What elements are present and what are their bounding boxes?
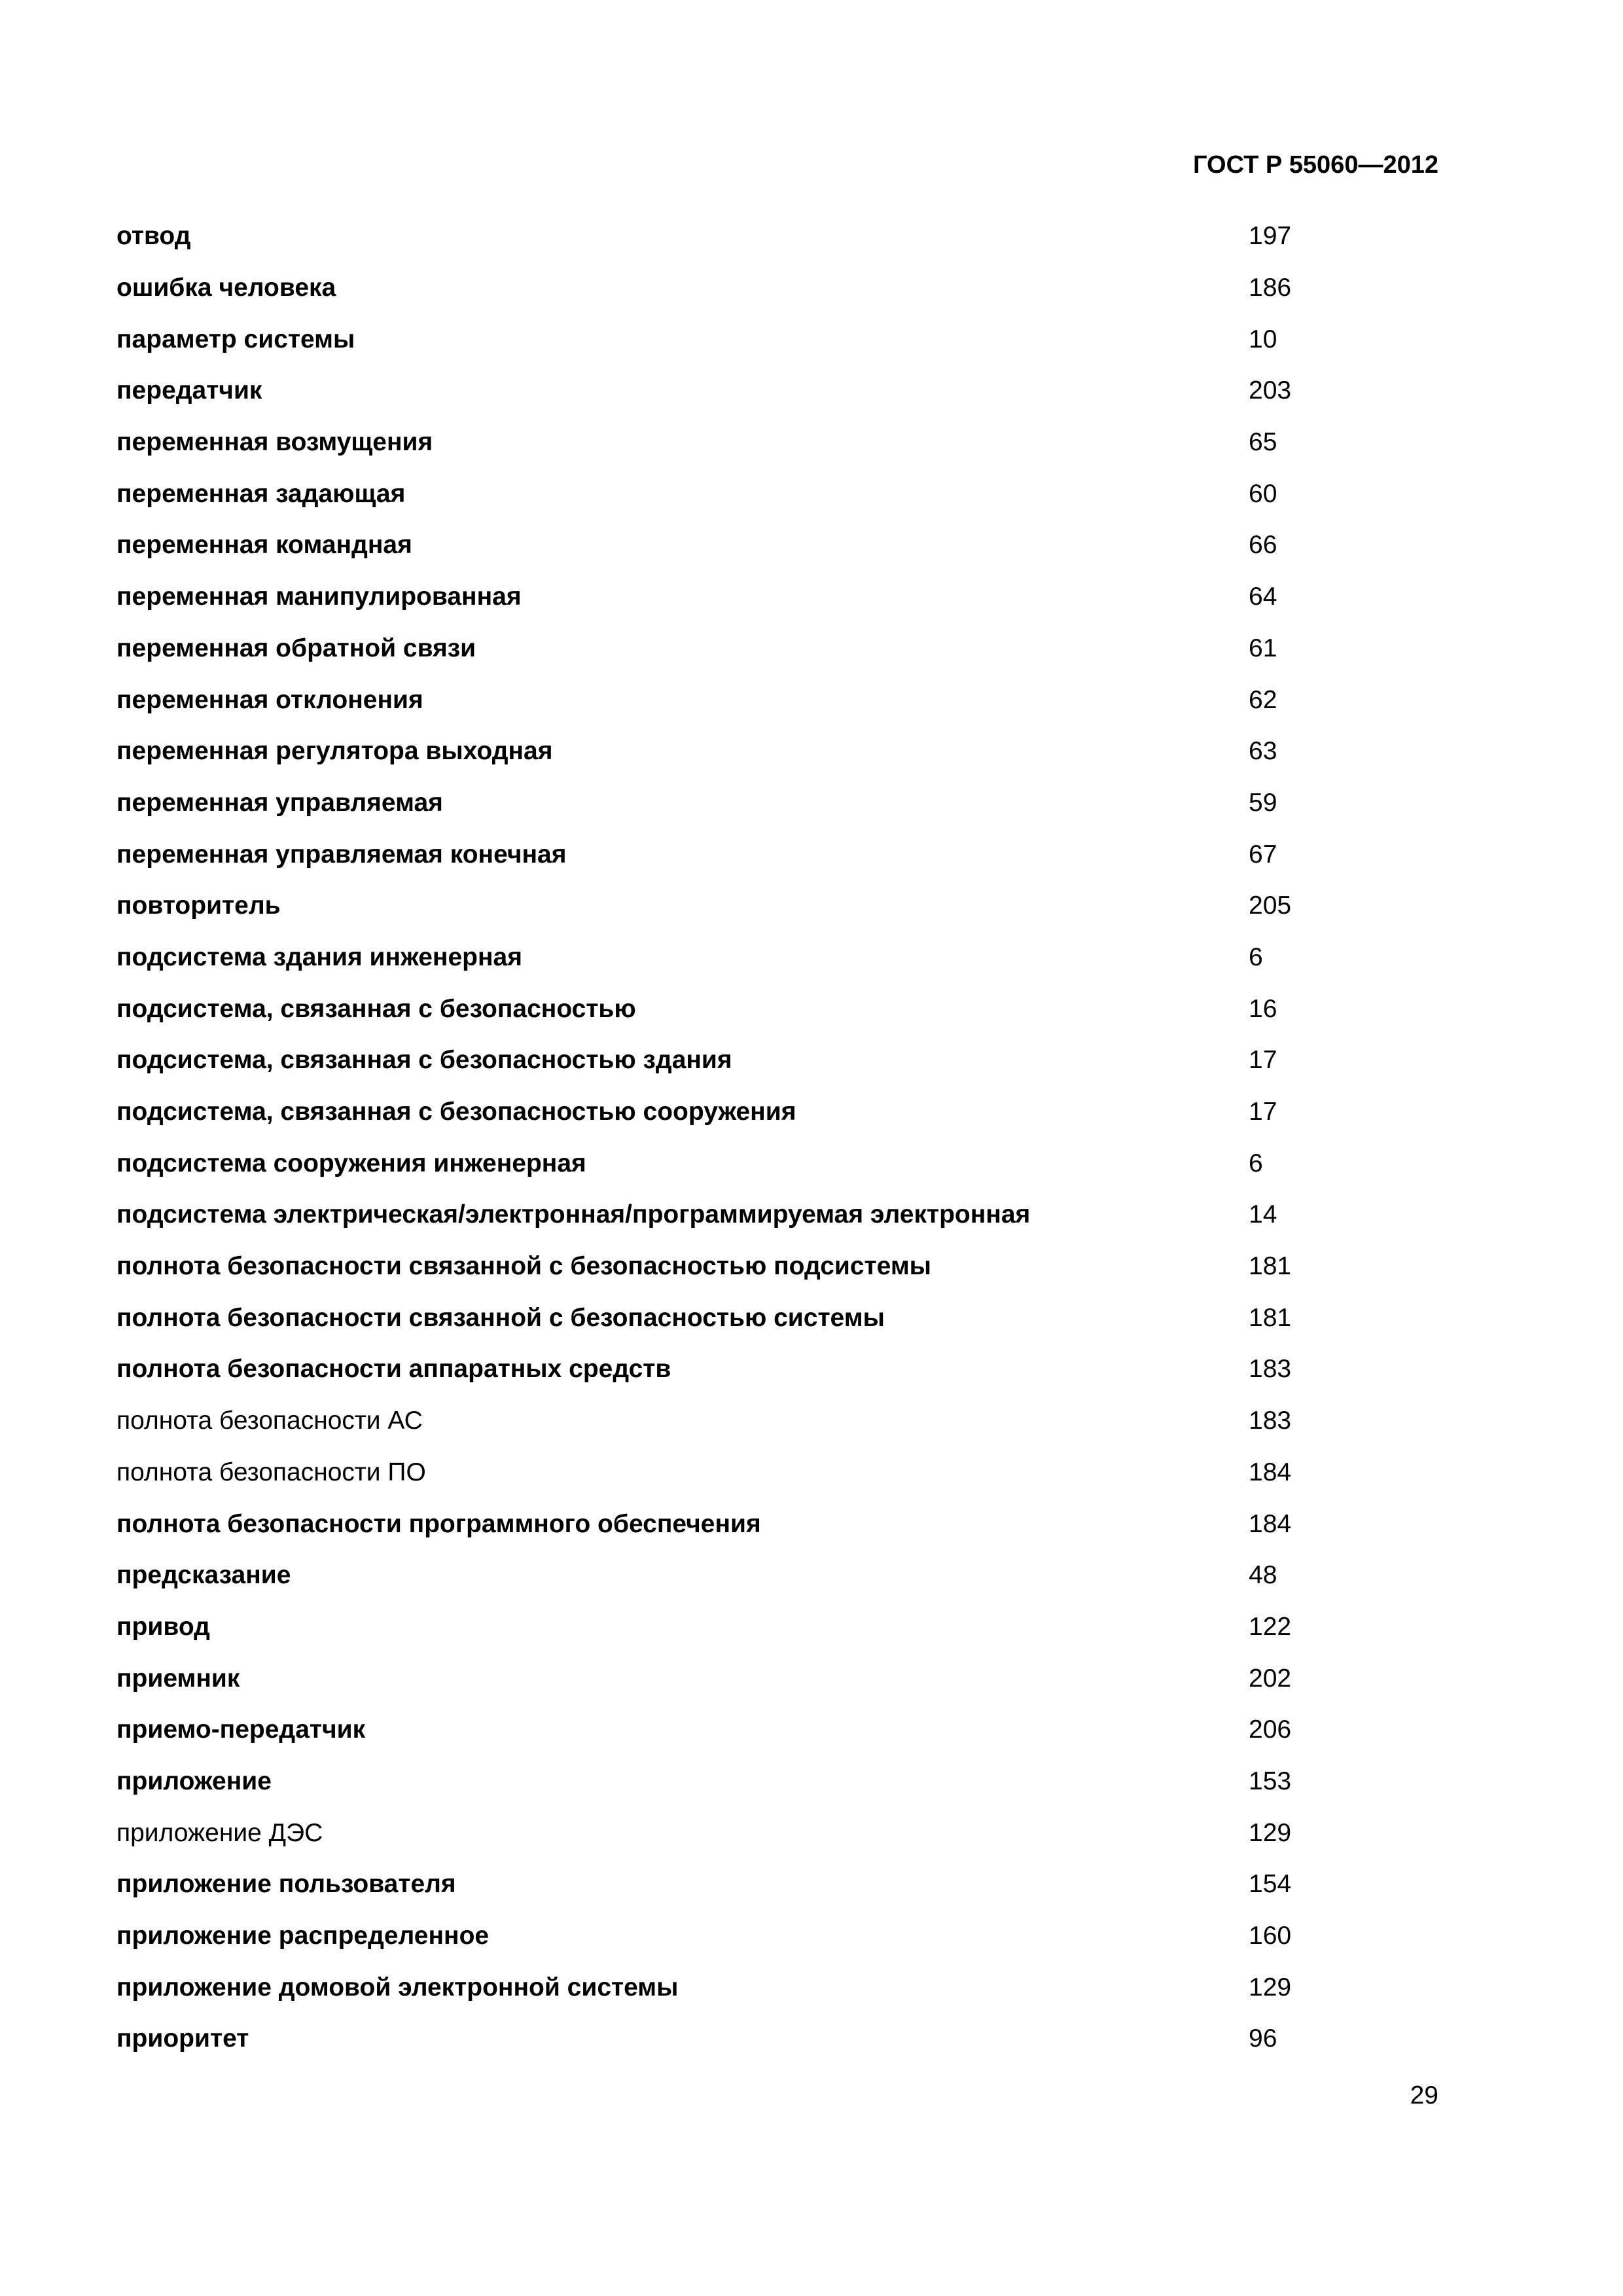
index-term: подсистема здания инженерная xyxy=(116,942,522,971)
index-term-number: 160 xyxy=(1249,1922,1292,1950)
index-term-number: 154 xyxy=(1249,1870,1292,1899)
index-entry xyxy=(116,417,1438,469)
index-term: подсистема электрическая/электронная/программируемая электронная xyxy=(116,1200,1031,1229)
index-term: переменная возмущения xyxy=(116,428,433,457)
index-term-number: 65 xyxy=(1249,428,1277,457)
index-term: подсистема, связанная с безопасностью сооружения xyxy=(116,1098,796,1126)
index-entry xyxy=(116,726,1438,778)
index-entry xyxy=(116,468,1438,520)
index-term: приложение пользователя xyxy=(116,1870,456,1899)
index-term: привод xyxy=(116,1612,210,1641)
index-entry xyxy=(116,1498,1438,1550)
index-entry xyxy=(116,1859,1438,1910)
index-entry xyxy=(116,1241,1438,1293)
index-term-number: 203 xyxy=(1249,376,1292,405)
index-term-number: 181 xyxy=(1249,1303,1292,1332)
index-entry xyxy=(116,1447,1438,1499)
index-term: переменная управляемая xyxy=(116,788,443,817)
index-term: повторитель xyxy=(116,891,281,920)
index-term-number: 186 xyxy=(1249,274,1292,302)
index-term-number: 122 xyxy=(1249,1612,1292,1641)
index-term: полнота безопасности аппаратных средств xyxy=(116,1355,671,1384)
index-entry xyxy=(116,1344,1438,1395)
index-entry xyxy=(116,1189,1438,1241)
index-term-number: 59 xyxy=(1249,788,1277,817)
index-term: переменная командная xyxy=(116,531,412,560)
index-term: полнота безопасности АС xyxy=(116,1407,423,1435)
index-term-number: 206 xyxy=(1249,1715,1292,1744)
index-entry xyxy=(116,778,1438,829)
index-term: приемо-передатчик xyxy=(116,1715,366,1744)
index-entry xyxy=(116,623,1438,675)
index-entry xyxy=(116,1704,1438,1756)
index-term-number: 17 xyxy=(1249,1098,1277,1126)
index-term-number: 205 xyxy=(1249,891,1292,920)
index-term-number: 14 xyxy=(1249,1200,1277,1229)
index-term: переменная задающая xyxy=(116,479,406,508)
index-term-number: 153 xyxy=(1249,1767,1292,1795)
index-term-number: 197 xyxy=(1249,222,1292,251)
index-term: полнота безопасности связанной с безопасностью подсистемы xyxy=(116,1252,931,1281)
index-entry xyxy=(116,1653,1438,1704)
index-entry xyxy=(116,1292,1438,1344)
index-term-number: 183 xyxy=(1249,1407,1292,1435)
index-entry xyxy=(116,1035,1438,1086)
index-term: переменная манипулированная xyxy=(116,583,522,611)
index-entry xyxy=(116,1756,1438,1808)
index-entry xyxy=(116,1138,1438,1189)
index-term-number: 16 xyxy=(1249,994,1277,1023)
index-entry xyxy=(116,1395,1438,1447)
index-entry xyxy=(116,2013,1438,2065)
index-term-number: 129 xyxy=(1249,1818,1292,1847)
index-term-number: 60 xyxy=(1249,479,1277,508)
index-term: приложение ДЭС xyxy=(116,1818,323,1847)
term-index-list xyxy=(116,211,1438,2065)
index-entry xyxy=(116,571,1438,623)
index-term: переменная управляемая конечная xyxy=(116,840,567,869)
index-entry xyxy=(116,1807,1438,1859)
index-term: приоритет xyxy=(116,2024,249,2053)
index-entry xyxy=(116,674,1438,726)
index-term-number: 184 xyxy=(1249,1509,1292,1538)
document-header: ГОСТ Р 55060—2012 xyxy=(1193,151,1438,179)
index-term: передатчик xyxy=(116,376,262,405)
index-entry xyxy=(116,520,1438,571)
index-term-number: 67 xyxy=(1249,840,1277,869)
index-term: приложение xyxy=(116,1767,272,1795)
index-term-number: 66 xyxy=(1249,531,1277,560)
index-entry xyxy=(116,1550,1438,1602)
index-term: предсказание xyxy=(116,1561,291,1590)
index-entry xyxy=(116,1602,1438,1653)
index-entry xyxy=(116,1962,1438,2013)
index-entry xyxy=(116,829,1438,880)
index-term: переменная отклонения xyxy=(116,685,423,714)
index-entry xyxy=(116,1086,1438,1138)
index-term-number: 202 xyxy=(1249,1664,1292,1693)
index-term: подсистема сооружения инженерная xyxy=(116,1149,586,1177)
index-entry xyxy=(116,880,1438,932)
index-term: подсистема, связанная с безопасностью здания xyxy=(116,1046,732,1075)
index-term-number: 63 xyxy=(1249,737,1277,766)
index-term: переменная обратной связи xyxy=(116,634,476,662)
index-term-number: 61 xyxy=(1249,634,1277,662)
index-term-number: 17 xyxy=(1249,1046,1277,1075)
index-term-number: 6 xyxy=(1249,942,1263,971)
index-term: полнота безопасности ПО xyxy=(116,1458,426,1486)
index-term: параметр системы xyxy=(116,325,355,353)
index-term-number: 184 xyxy=(1249,1458,1292,1486)
index-term-number: 48 xyxy=(1249,1561,1277,1590)
index-term: приложение домовой электронной системы xyxy=(116,1973,679,2001)
index-term: подсистема, связанная с безопасностью xyxy=(116,994,636,1023)
index-entry xyxy=(116,211,1438,262)
index-entry xyxy=(116,314,1438,365)
index-entry xyxy=(116,365,1438,417)
index-term-number: 96 xyxy=(1249,2024,1277,2053)
index-term: полнота безопасности программного обеспечения xyxy=(116,1509,761,1538)
index-term: приложение распределенное xyxy=(116,1922,490,1950)
index-entry xyxy=(116,1910,1438,1962)
index-term-number: 64 xyxy=(1249,583,1277,611)
index-term-number: 62 xyxy=(1249,685,1277,714)
index-term-number: 6 xyxy=(1249,1149,1263,1177)
index-entry xyxy=(116,262,1438,314)
page-number: 29 xyxy=(1410,2081,1438,2109)
index-term-number: 129 xyxy=(1249,1973,1292,2001)
index-term: ошибка человека xyxy=(116,274,336,302)
index-term: приемник xyxy=(116,1664,240,1693)
index-term: переменная регулятора выходная xyxy=(116,737,553,766)
index-entry xyxy=(116,932,1438,984)
index-entry xyxy=(116,983,1438,1035)
index-term-number: 10 xyxy=(1249,325,1277,353)
index-term: полнота безопасности связанной с безопасностью системы xyxy=(116,1303,885,1332)
index-term-number: 183 xyxy=(1249,1355,1292,1384)
index-term: отвод xyxy=(116,222,191,251)
index-term-number: 181 xyxy=(1249,1252,1292,1281)
